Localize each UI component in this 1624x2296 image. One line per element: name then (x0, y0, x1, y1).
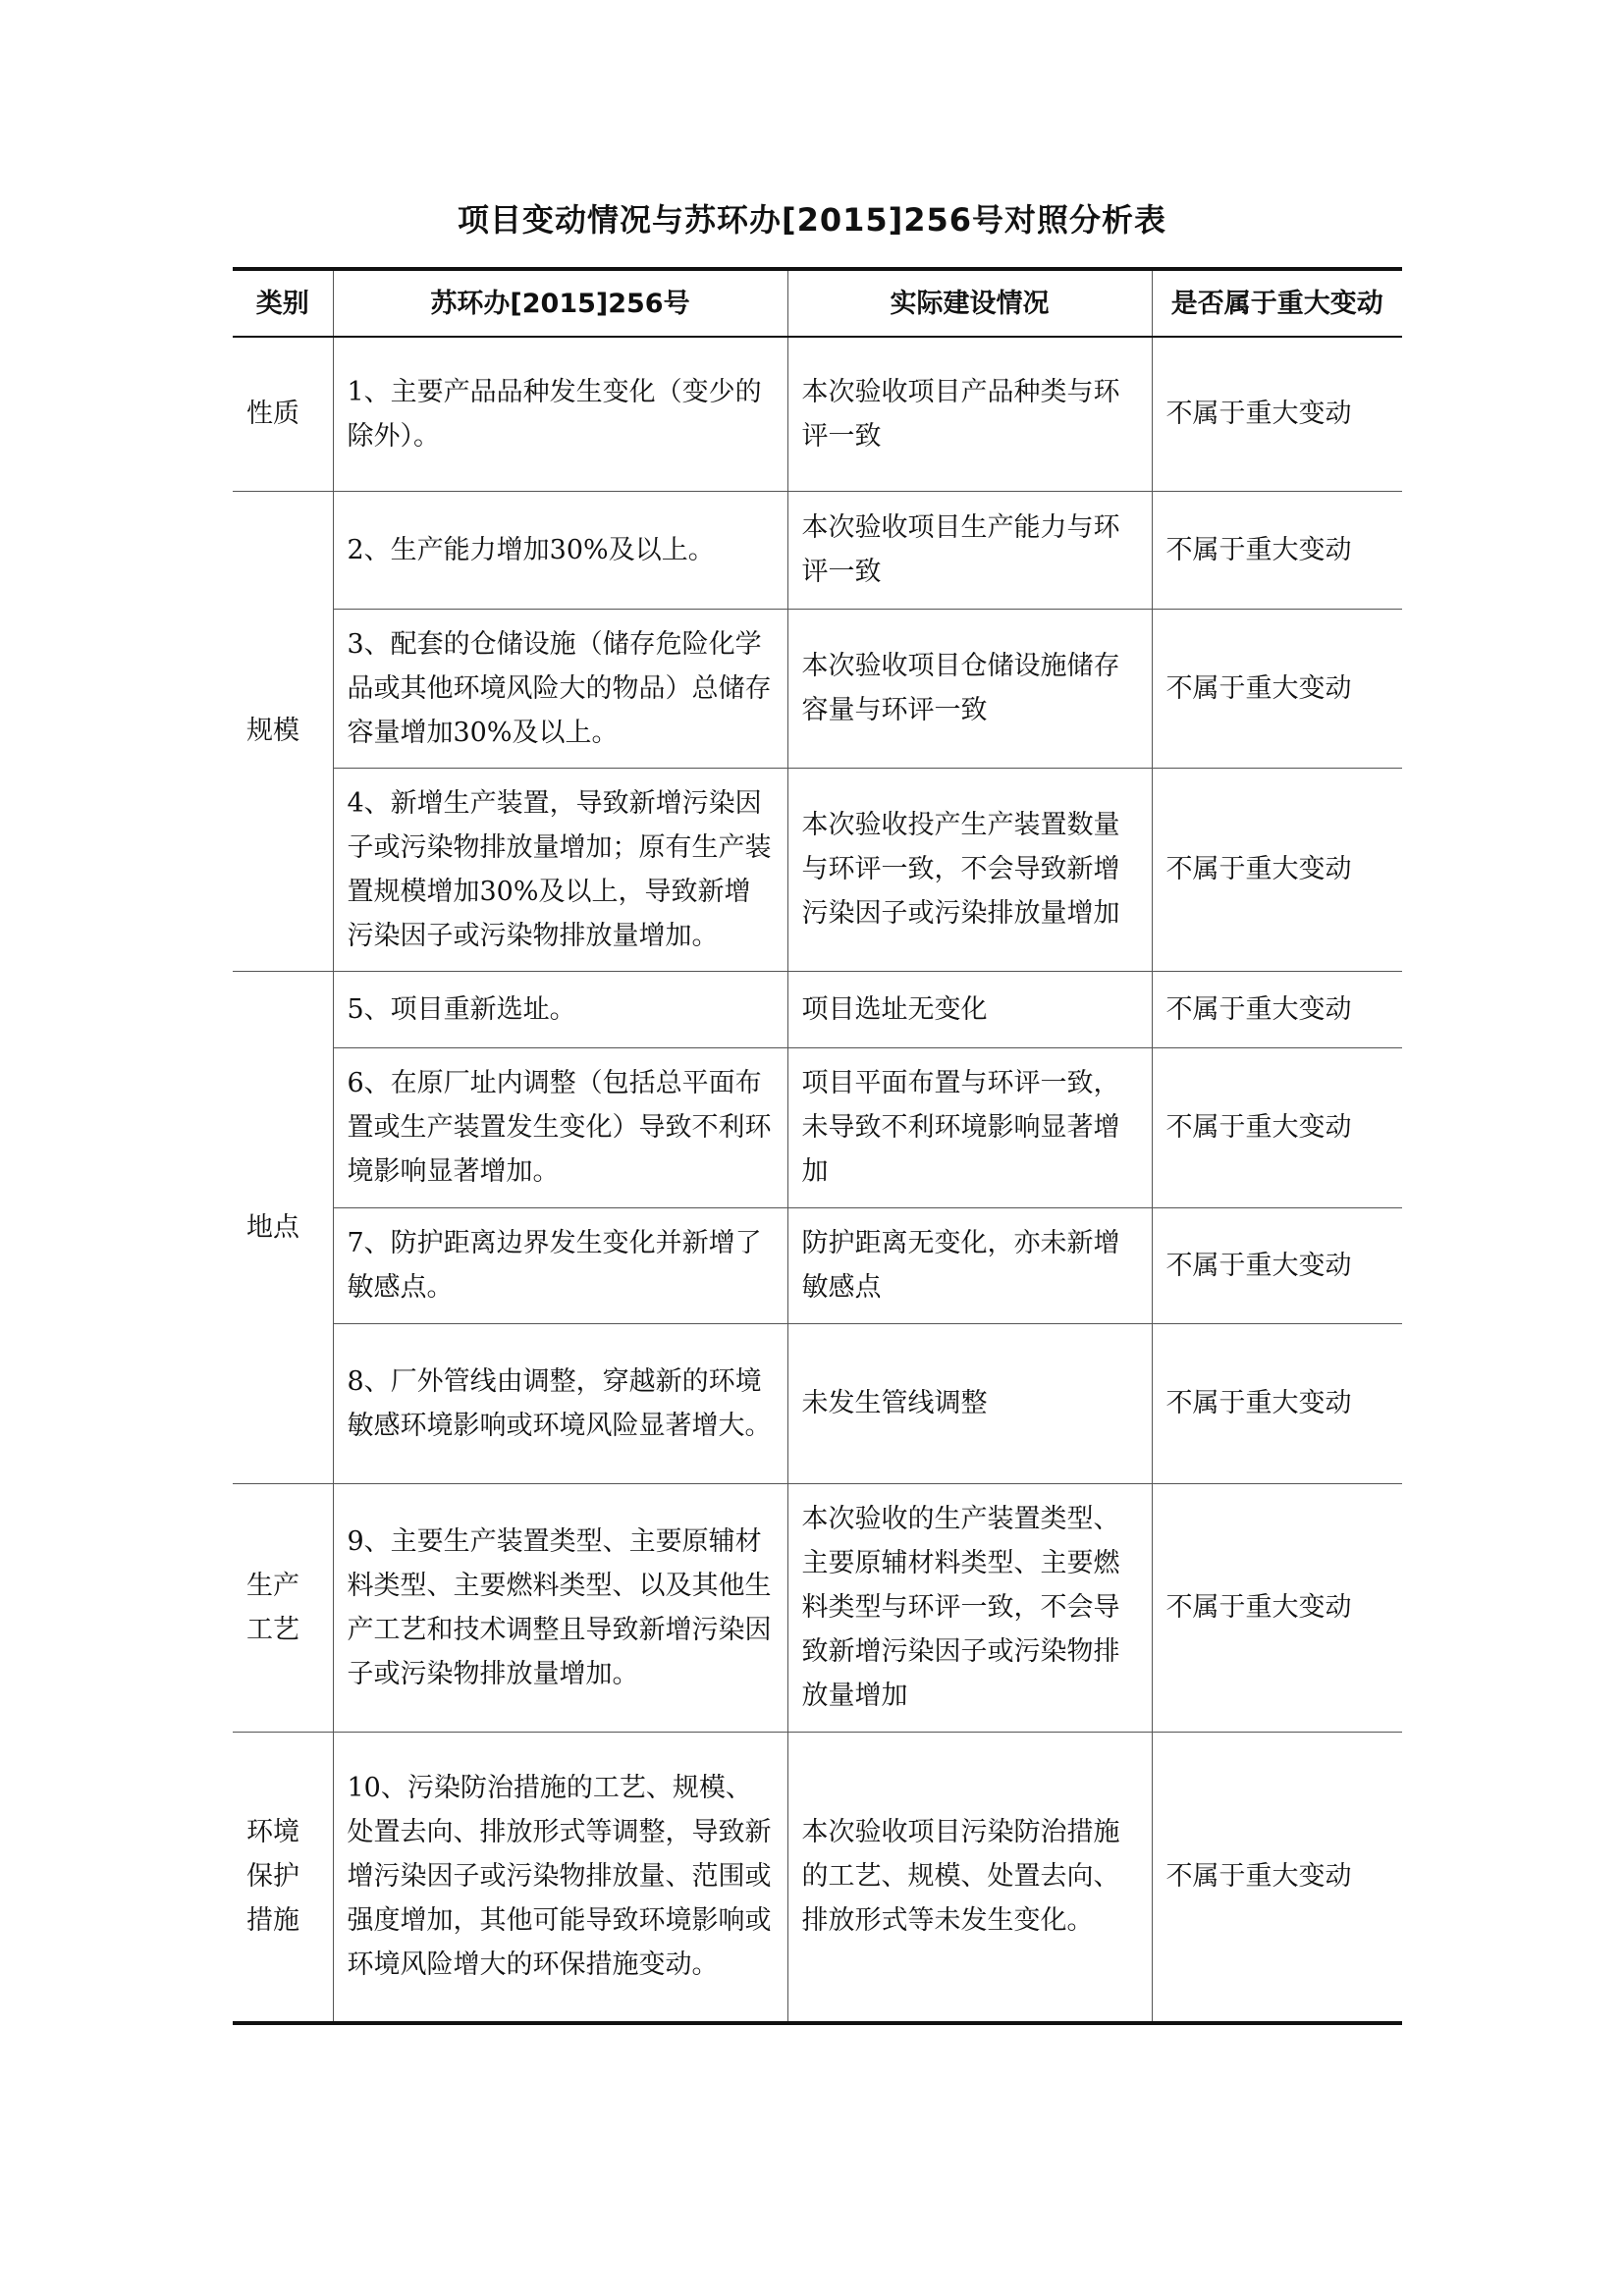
requirement-cell: 2、生产能力增加30%及以上。 (333, 491, 787, 609)
table-row (233, 768, 1402, 971)
result-cell: 不属于重大变动 (1152, 1483, 1402, 1732)
result-cell: 不属于重大变动 (1152, 1207, 1402, 1323)
requirement-cell: 3、配套的仓储设施（储存危险化学品或其他环境风险大的物品）总储存容量增加30%及以上。 (333, 609, 787, 768)
actual-cell: 本次验收项目生产能力与环评一致 (787, 491, 1152, 609)
requirement-cell: 4、新增生产装置，导致新增污染因子或污染物排放量增加；原有生产装置规模增加30%及以上，导致新增污染因子或污染物排放量增加。 (333, 768, 787, 971)
result-cell: 不属于重大变动 (1152, 1732, 1402, 2023)
result-cell: 不属于重大变动 (1152, 1047, 1402, 1207)
result-cell: 不属于重大变动 (1152, 491, 1402, 609)
category-cell: 生产 工艺 (233, 1483, 333, 1732)
table-title: 项目变动情况与苏环办[2015]256号对照分析表 (457, 201, 1167, 239)
actual-cell: 本次验收项目仓储设施储存容量与环评一致 (787, 609, 1152, 768)
header-actual: 实际建设情况 (787, 269, 1152, 337)
requirement-cell: 9、主要生产装置类型、主要原辅材料类型、主要燃料类型、以及其他生产工艺和技术调整且导致新增污染因子或污染物排放量增加。 (333, 1483, 787, 1732)
category-cell: 性质 (233, 337, 333, 491)
actual-cell: 本次验收的生产装置类型、主要原辅材料类型、主要燃料类型与环评一致，不会导致新增污染因子或污染物排放量增加 (787, 1483, 1152, 1732)
actual-cell: 项目平面布置与环评一致，未导致不利环境影响显著增加 (787, 1047, 1152, 1207)
table-row (233, 1732, 1402, 2023)
result-cell: 不属于重大变动 (1152, 971, 1402, 1047)
table-row (233, 1323, 1402, 1483)
category-cell: 环境 保护 措施 (233, 1732, 333, 2023)
requirement-cell: 8、厂外管线由调整，穿越新的环境敏感环境影响或环境风险显著增大。 (333, 1323, 787, 1483)
header-row (233, 269, 1402, 337)
table-row (233, 1207, 1402, 1323)
table-row (233, 337, 1402, 491)
category-cell: 规模 (233, 491, 333, 971)
actual-cell: 本次验收投产生产装置数量与环评一致，不会导致新增污染因子或污染排放量增加 (787, 768, 1152, 971)
table-row (233, 1047, 1402, 1207)
actual-cell: 本次验收项目产品种类与环评一致 (787, 337, 1152, 491)
header-category: 类别 (233, 269, 333, 337)
header-result: 是否属于重大变动 (1152, 269, 1402, 337)
requirement-cell: 5、项目重新选址。 (333, 971, 787, 1047)
actual-cell: 未发生管线调整 (787, 1323, 1152, 1483)
actual-cell: 防护距离无变化，亦未新增敏感点 (787, 1207, 1152, 1323)
result-cell: 不属于重大变动 (1152, 1323, 1402, 1483)
requirement-cell: 10、污染防治措施的工艺、规模、处置去向、排放形式等调整，导致新增污染因子或污染物排放量、范围或强度增加，其他可能导致环境影响或环境风险增大的环保措施变动。 (333, 1732, 787, 2023)
table-row (233, 971, 1402, 1047)
result-cell: 不属于重大变动 (1152, 768, 1402, 971)
result-cell: 不属于重大变动 (1152, 337, 1402, 491)
header-requirement: 苏环办[2015]256号 (333, 269, 787, 337)
actual-cell: 项目选址无变化 (787, 971, 1152, 1047)
category-cell: 地点 (233, 971, 333, 1483)
table-row (233, 491, 1402, 609)
comparison-table (233, 267, 1402, 2025)
requirement-cell: 1、主要产品品种发生变化（变少的除外）。 (333, 337, 787, 491)
result-cell: 不属于重大变动 (1152, 609, 1402, 768)
table-row (233, 1483, 1402, 1732)
table-row (233, 609, 1402, 768)
actual-cell: 本次验收项目污染防治措施的工艺、规模、处置去向、排放形式等未发生变化。 (787, 1732, 1152, 2023)
requirement-cell: 6、在原厂址内调整（包括总平面布置或生产装置发生变化）导致不利环境影响显著增加。 (333, 1047, 787, 1207)
requirement-cell: 7、防护距离边界发生变化并新增了敏感点。 (333, 1207, 787, 1323)
